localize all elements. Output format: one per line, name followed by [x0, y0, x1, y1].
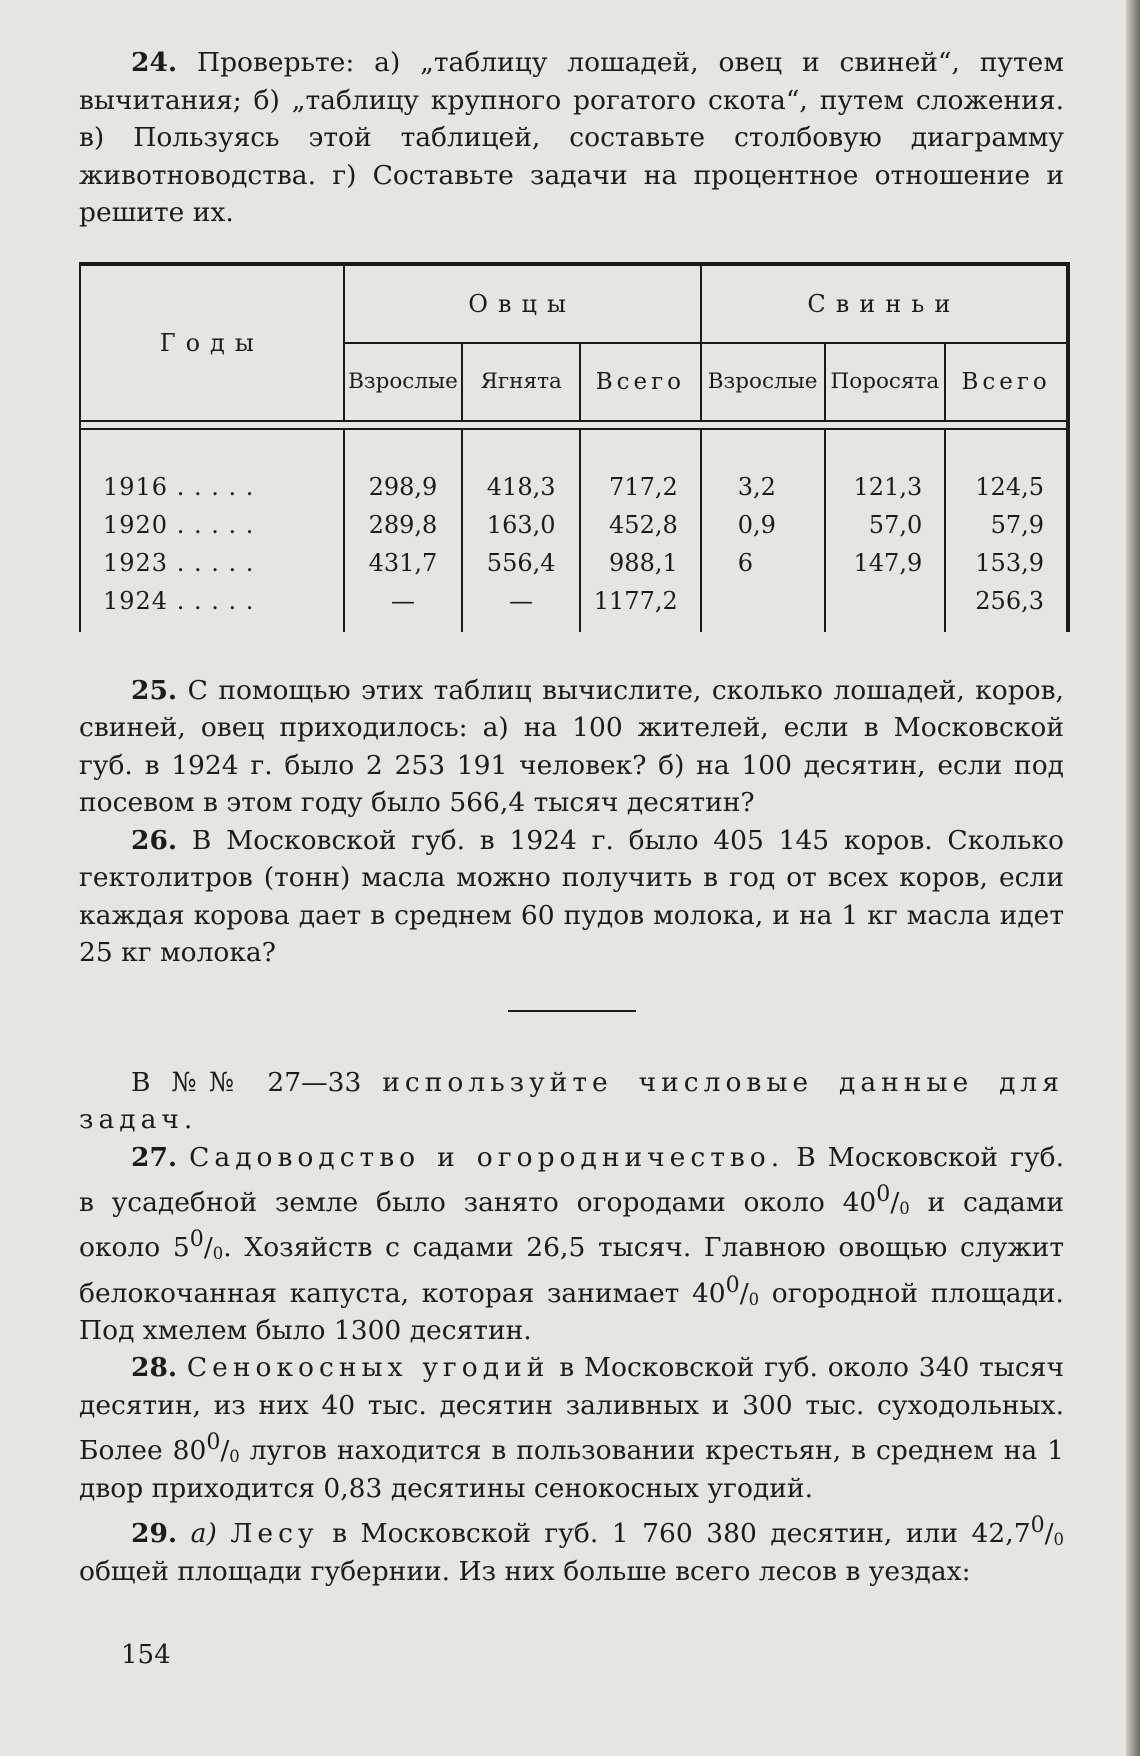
cell-lambs: 556,4 [462, 544, 580, 582]
cell-pig-total: 124,5 [975, 472, 1044, 501]
percent-sign-a: 0 [899, 1199, 910, 1219]
table-row [81, 468, 1066, 506]
table-header-sheep-adult: Взрослые [344, 343, 463, 421]
table-header-sheep-total: Всего [580, 343, 701, 421]
problem-27-text-a: В Московской губ. в усадебной земле было занято огородами около 40 [79, 1141, 1064, 1218]
row-year: 1920 . . . . . [81, 506, 344, 544]
cell-piglets: 121,3 [825, 468, 946, 506]
problem-28-number: 28. [131, 1352, 178, 1384]
table-header-years: Годы [81, 266, 344, 421]
table-header-piglets: Поросята [825, 343, 946, 421]
row-year: 1923 . . . . . [81, 544, 344, 582]
problem-29: 29. а) Лесу в Московской губ. 1 760 380 десятин, или $42,7^0/_0$ общей площади губернии. Из них больше всего лесов в уездах: [79, 1513, 1064, 1587]
cell-lambs: 163,0 [462, 506, 580, 544]
problem-26-number: 26. [131, 824, 178, 856]
cell-pig-total: 256,3 [975, 586, 1044, 615]
cell-sheep-adult: 289,8 [344, 506, 463, 544]
cell-pig-adult: 3,2 [701, 468, 825, 506]
problem-29-text-a: в Московской губ. 1 760 380 десятин, или 42,7 [332, 1518, 1031, 1550]
problem-28-heading: Сенокосных угодий [186, 1352, 550, 1384]
problem-28: 28. Сенокосных угодий в Московской губ. около 340 тысяч десятин, из них 40 тыс. десятин заливных и 300 тыс. суходольных. Более $80^0/_0$ лугов находится в пользовании крестьян, в среднем на 1 двор приходится 0,83 десятины сенокосных угодий. [79, 1352, 1064, 1504]
page-number: 154 [121, 1640, 171, 1670]
table-header-pigs: Свиньи [701, 266, 1066, 343]
table-row [81, 506, 1066, 544]
section-divider [508, 1010, 636, 1012]
problem-26-text: В Московской губ. в 1924 г. было 405 145 коров. Сколько гектолитров (тонн) масла можно получить в год от всех коров, если каждая корова дает в среднем 60 пудов молока, и на 1 кг масла идет 25 кг молока? [79, 824, 1064, 968]
cell-pig-total: 153,9 [975, 548, 1044, 577]
table-header-lambs: Ягнята [462, 343, 580, 421]
table-header-sheep: Овцы [344, 266, 701, 343]
problem-27-number: 27. [131, 1141, 178, 1173]
table-header-pig-adult: Взрослые [701, 343, 825, 421]
cell-pig-total: 57,9 [990, 510, 1044, 539]
cell-sheep-adult: 431,7 [344, 544, 463, 582]
cell-piglets [825, 582, 946, 620]
problem-28-text-b: лугов находится в пользовании крестьян, в среднем на 1 двор приходится 0,83 десятины сенокосных угодий. [79, 1435, 1064, 1504]
cell-sheep-total: 717,2 [580, 468, 701, 506]
cell-sheep-adult: — [344, 582, 463, 620]
cell-sheep-total: 988,1 [580, 544, 701, 582]
instruction-text: используйте числовые данные для задач. [79, 1066, 1064, 1135]
problem-24-number: 24. [131, 47, 178, 78]
row-year: 1924 . . . . . [81, 582, 344, 620]
livestock-table [79, 262, 1070, 632]
percent-sign-c: 0 [748, 1289, 760, 1309]
problem-24-text: Проверьте: а) „таблицу лошадей, овец и свиней“, путем вычитания; б) „таблицу крупного рогатого скота“, путем сложения. в) Пользуясь этой таблицей, составьте столбовую диаграмму животноводства. г) Составьте задачи на процентное отношение и решите их. [79, 47, 1064, 228]
problem-24 [79, 44, 1064, 232]
problem-29-number: 29. [131, 1518, 178, 1550]
percent-sign-b: 0 [212, 1244, 224, 1264]
problem-27-heading: Садоводство и огородничество. [189, 1141, 785, 1173]
cell-sheep-total: 452,8 [580, 506, 701, 544]
cell-piglets: 147,9 [825, 544, 946, 582]
instruction-27-33 [79, 1064, 1064, 1139]
percent-sign-a: 0 [229, 1447, 240, 1467]
row-year: 1916 . . . . . [81, 468, 344, 506]
problem-25-text: С помощью этих таблиц вычислите, сколько лошадей, коров, свиней, овец приходилось: а) на 100 жителей, если в Московской губ. в 1924 г. было 2 253 191 человек? б) на 100 десятин, если под посевом в этом году было 566,4 тысяч десятин? [79, 674, 1064, 818]
table-header-pig-total: Всего [961, 368, 1051, 395]
cell-lambs: — [462, 582, 580, 620]
cell-pig-adult [701, 582, 825, 620]
problem-27: 27. Садоводство и огородничество. В Московской губ. в усадебной земле было занято огородами около $40^0/_0$ и садами около $5^0/_0$. Хозяйств с садами 26,5 тысяч. Главною овощью служит белокочанная капуста, которая занимает $40^0/_0$ огородной площади. Под хмелем было 1300 десятин. [79, 1141, 1064, 1346]
problem-26 [79, 822, 1064, 972]
page-column [79, 44, 1064, 1590]
problem-29-label: а) [190, 1518, 217, 1550]
cell-sheep-adult: 298,9 [344, 468, 463, 506]
table-row [81, 582, 1066, 620]
problem-25 [79, 672, 1064, 822]
problem-25-number: 25. [131, 674, 178, 706]
cell-pig-adult: 0,9 [701, 506, 825, 544]
problem-27-text-b: и садами около 5 [79, 1186, 1064, 1264]
problem-29-heading: Лесу [230, 1518, 319, 1550]
instruction-prefix: В №№ 27—33 [131, 1066, 362, 1098]
table-row [81, 544, 1066, 582]
percent-sign-a: 0 [1053, 1530, 1064, 1550]
problem-28-text-a: в Московской губ. около 340 тысяч десятин, из них 40 тыс. десятин заливных и 300 тыс. суходольных. Более 80 [79, 1352, 1064, 1467]
problem-29-text-b: общей площади губернии. Из них больше всего лесов в уездах: [79, 1555, 971, 1587]
page-edge-shadow [1126, 0, 1140, 1756]
cell-piglets: 57,0 [825, 506, 946, 544]
table-header-rule [81, 421, 1066, 429]
problem-27-text-d: огородной площади. Под хмелем было 1300 десятин. [79, 1277, 1064, 1346]
cell-pig-adult: 6 [701, 544, 825, 582]
cell-lambs: 418,3 [462, 468, 580, 506]
problem-27-text-c: . Хозяйств с садами 26,5 тысяч. Главною овощью служит белокочанная капуста, которая занимает 40 [79, 1232, 1064, 1309]
cell-sheep-total: 1177,2 [580, 582, 701, 620]
